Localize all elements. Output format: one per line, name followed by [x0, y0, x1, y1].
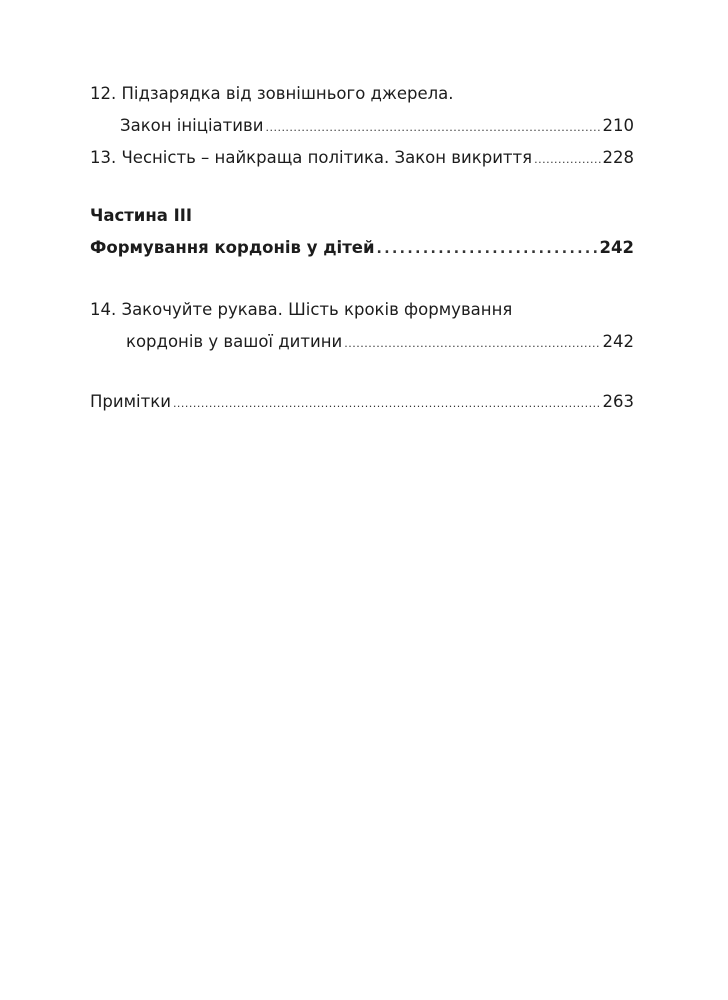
part-3-title: Формування кордонів у дітей: [90, 238, 375, 257]
toc-entry-13-page: 228: [602, 148, 634, 167]
toc-entry-12-title: 12. Підзарядка від зовнішнього джерела.: [90, 84, 454, 103]
part-3-title-line: [90, 238, 634, 270]
toc-notes-title: Примітки: [90, 392, 171, 411]
toc-entry-notes: [90, 392, 634, 424]
toc-entry-14-line-1: [90, 300, 634, 332]
table-of-contents: [90, 84, 634, 424]
toc-entry-12-subtitle: Закон ініціативи: [120, 116, 264, 135]
toc-entry-13: [90, 148, 634, 180]
part-3-label-line: [90, 206, 634, 238]
toc-notes-page: 263: [602, 392, 634, 411]
dot-leader: [377, 241, 598, 257]
toc-entry-13-title: 13. Чесність – найкраща політика. Закон викриття: [90, 148, 533, 167]
toc-entry-12-page: 210: [602, 116, 634, 135]
dot-leader: [265, 121, 600, 134]
dot-leader: [344, 337, 600, 350]
dot-leader: [534, 153, 600, 166]
toc-entry-14-page: 242: [602, 332, 634, 351]
part-3-page: 242: [599, 238, 634, 257]
toc-entry-12-line-2: [90, 116, 634, 148]
dot-leader: [173, 397, 601, 410]
toc-entry-14-title: 14. Закочуйте рукава. Шість кроків формування: [90, 300, 513, 319]
part-3-label: Частина III: [90, 206, 193, 225]
toc-entry-12-line-1: [90, 84, 634, 116]
toc-entry-14-line-2: [90, 332, 634, 364]
toc-entry-14-subtitle: кордонів у вашої дитини: [126, 332, 343, 351]
